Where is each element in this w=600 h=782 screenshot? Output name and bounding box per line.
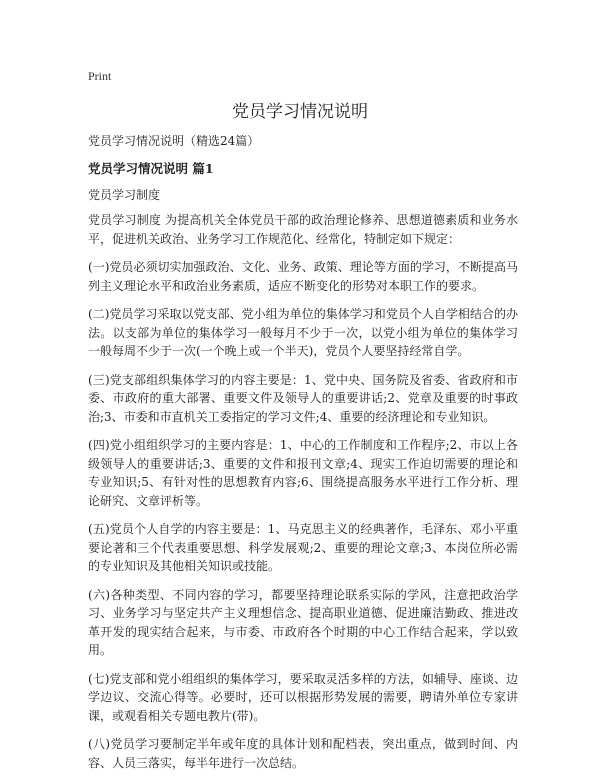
print-link[interactable]: Print [88, 69, 112, 83]
paragraph-5: (五)党员个人自学的内容主要是：1、马克思主义的经典著作，毛泽东、邓小平重要论著和三个代表重要思想、科学发展观;2、重要的理论文章;3、本岗位所必需的专业知识及其他相关知识或技能。 [88, 522, 518, 573]
document-title: 党员学习情况说明 [232, 102, 368, 122]
paragraph-8: (八)党员学习要制定半年或年度的具体计划和配档表，突出重点，做到时间、内容、人员三落实，每半年进行一次总结。 [88, 737, 518, 770]
paragraph-4: (四)党小组组织学习的主要内容是：1、中心的工作制度和工作程序;2、市以上各级领导人的重要讲话;3、重要的文件和报刊文章;4、现实工作迫切需要的理论和专业知识;5、有针对性的思想教育内容;6、围绕提高服务水平进行工作分析、理论研究、文章评析等。 [88, 438, 518, 508]
document-body [88, 211, 518, 782]
paragraph-7: (七)党支部和党小组组织的集体学习，要采取灵活多样的方法，如辅导、座谈、边学边议、交流心得等。必要时，还可以根据形势发展的需要，聘请外单位专家讲课，或观看相关专题电教片(带)。 [88, 671, 518, 723]
system-title: 党员学习制度 [88, 188, 161, 202]
section-heading: 党员学习情况说明 篇1 [88, 161, 214, 176]
paragraph-3: (三)党支部组织集体学习的内容主要是：1、党中央、国务院及省委、省政府和市委、市政府的重大部署、重要文件及领导人的重要讲话;2、党章及重要的时事政治;3、市委和市直机关工委指定的学习文件;4、重要的经济理论和专业知识。 [88, 372, 518, 424]
paragraph-6: (六)各种类型、不同内容的学习，都要坚持理论联系实际的学风，注意把政治学习、业务学习与坚定共产主义理想信念、提高职业道德、促进廉洁勤政、推进改革开发的现实结合起来，与市委、市政府各个时期的中心工作结合起来，学以致用。 [88, 587, 518, 657]
document-subtitle: 党员学习情况说明（精选24篇） [88, 134, 260, 148]
paragraph-2: (二)党员学习采取以党支部、党小组为单位的集体学习和党员个人自学相结合的办法。以支部为单位的集体学习一般每月不少于一次，以党小组为单位的集体学习一般每周不少于一次(一个晚上或一个半天)，党员个人要坚持经常自学。 [88, 307, 518, 358]
paragraph-1: (一)党员必须切实加强政治、文化、业务、政策、理论等方面的学习，不断提高马列主义理论水平和政治业务素质，适应不断变化的形势对本职工作的要求。 [88, 260, 518, 293]
paragraph-intro: 党员学习制度 为提高机关全体党员干部的政治理论修养、思想道德素质和业务水平，促进机关政治、业务学习工作规范化、经常化，特制定如下规定： [88, 213, 518, 246]
